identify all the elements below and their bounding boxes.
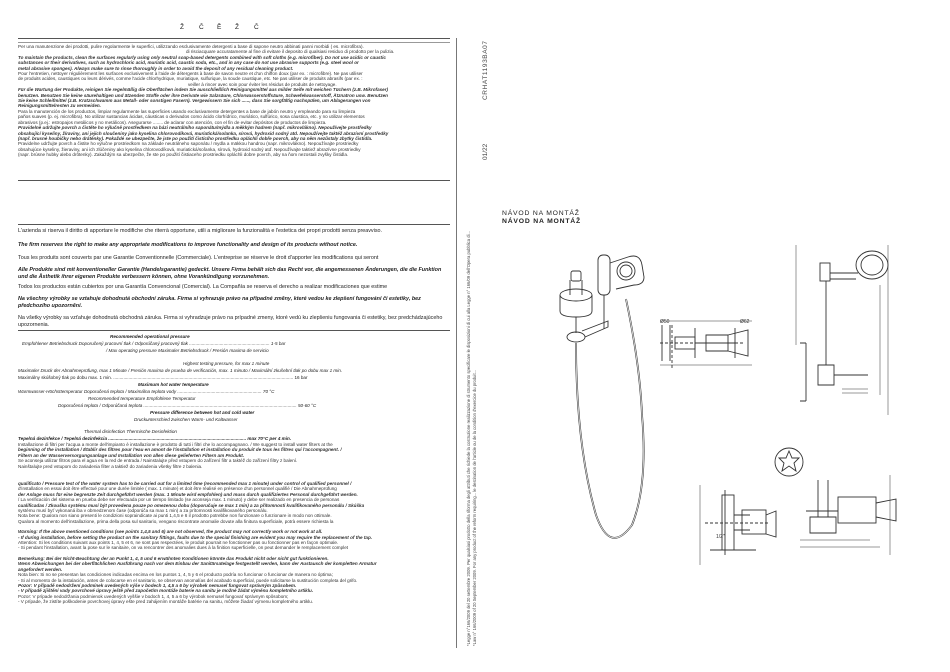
divider	[18, 224, 450, 225]
text-line: / La verificación del sistema en prueba debe ser efectuada por un tiempo limitado (se aconseja max. 1 minuto) y debe ser realizado en presencia de personas	[18, 497, 340, 503]
notice-it: L'azienda si riserva il diritto di apportare le modifiche che riterrà opportune, utili a migliorare la funzionalità e l'estetica dei propri prodotti senza preavviso.	[18, 228, 383, 234]
text-line: Qualora al momento dell'installazione, prima della posa sul sanitario, vengano riscontrate anomalie dovute alla finitura superficiale, potrà essere richiesta la	[18, 518, 334, 524]
text-line: (např. brusné houbičky nebo drátěnky). Pokaždé se ubezpečte, že jste po použití čisticího prostředku opláchli dobře povrch, aby na něm nezůstaly zbytky čistidla.	[18, 135, 373, 141]
text-line: - V prípade, že zistíte poškodenie povrchovej úpravy ešte pred zahájením montáže batérie na sanitu, môžete žiadať výmenu kompletného artiklu.	[18, 599, 314, 605]
text-line: To maintain the products, clean the surfaces regularly using only neutral soap-based detergents combined with soft cloths (e.g. microfiber). Do not use acidic or caustic	[18, 54, 386, 60]
text-line: qualificato / Pressure test of the water system has to be carried out for a limited time (recommended max 1 minute) under control of qualified personnel /	[18, 481, 352, 486]
text-line: - Si al momento de la instalación, antes de colocarse en el sanitario, se observan anomalías del acabado superficial, puede solicitarse la sustitución completa del grifo.	[18, 577, 358, 583]
maintenance-section	[18, 44, 450, 158]
divider	[18, 330, 450, 331]
divider	[18, 38, 450, 39]
notice-cs: Na všechny výrobky se vztahuje dohodnutá obchodní záruka. Firma si vyhrazuje právo na případné změny, které vedou ke zlepšení fungování či estetiky, bez předchozího upozornění.	[18, 296, 421, 309]
text-line: Se aconseja utilizar filtros para el agua en la red de entrada / Nainstalujte před vstupem do zařízení filtr a taktéž do zařízení filtry z balení.	[18, 458, 298, 464]
side-divider	[456, 38, 457, 648]
text-line: Pozor: V prípade nedodržania podmienok uvedených vyššie v bodoch 1, 4, 5 a 6 by výrobok nemusel fungovať správnym spôsobom;	[18, 593, 289, 599]
spec-row: Recommended operational pressure	[110, 334, 190, 339]
dimension-label: Ø50	[660, 319, 670, 325]
spec-row: Tepelná dezinfekce / Tepelná dezinfekcia ............................................................................................................ max 70°C per 4 min.	[18, 436, 292, 441]
text-line: der Anlage muss für eine begrenzte Zeit durchgeführt werden (max. 1 Minute wird empfohlen) und muss durch qualifiziertes Personal durchgeführt werden.	[18, 491, 358, 497]
doc-date: 01/22	[482, 143, 489, 160]
text-line: de produits acides, caustiques ou leurs dérivés, comme l'acide chlorhydrique, muriatique, sulfurique, la soude caustique, etc. Ne pas utiliser de produits abrasifs (par ex. :	[18, 76, 363, 82]
bottom-front-drawing	[700, 485, 776, 565]
notice-es: Todos los productos están cubiertos por una Garantía Convencional (Comercial). La Compañía se reserva el derecho a realizar modificaciones que estime	[18, 284, 388, 291]
text-line: Pour l'entretien, nettoyer régulièrement les surfaces exclusivement à l'aide de détergents à base de savon neutre et d'un chiffon doux (par ex. : microfibre). Ne pas utiliser	[18, 71, 363, 77]
spec-row: Maximaler Druck der Abnahmeprüfung, max 1 Minute / Presión maxima de prueba de verificación, max. 1 minuto / Maximální zkušební tlak po dobu max 1 min.	[18, 368, 343, 373]
front-view-drawing	[660, 321, 752, 370]
dimension-label: 1/2"	[716, 534, 725, 540]
text-line: - Si pendant l'installation, avant la pose sur le sanitaire, on va rencontrer des anomalies dues à la finition superficielle, on peut demander le remplacement complet	[18, 545, 349, 551]
spec-row: Warmwasser-Höchsttemperatur Doporučená teplota / Maximálna teplota vody .................................................................. 70 °C	[18, 389, 275, 394]
spec-row: Empfohlener Betriebsdruck Doporučený pracovní tlak / Odporúčaný pracovný tlak ............................................................... 1-5 bar	[22, 341, 286, 346]
spec-row: Maximum hot water temperature	[138, 382, 209, 387]
spec-row: Pressure difference between hot and cold water	[150, 410, 255, 415]
text-line: Para la manutención de los productos, limpiar regularmente las superficies usando exclusivamente detergentes a base de jabón neutro y empleando para su limpieza	[18, 108, 356, 114]
header-char: Č	[199, 24, 204, 31]
manual-title: NÁVOD NA MONTÁŽ	[502, 210, 580, 217]
text-line: substances or their derivatives, such as hydrochloric acid, muriatic acid, caustic soda, etc., and in any case do not use abrasive supports (e.g. steel wool or	[18, 60, 359, 66]
spec-row: Recommended temperature Empfohlene Temperatur	[88, 396, 196, 401]
text-line: abrasivos (p.ej.: estropajos metálicos y no metálicos). Asegurarse ........ de aclarar con atención, con el fin de evitar depósitos de productos de limpieza.	[18, 119, 327, 125]
text-line: veiller à rincer avec soin pour éviter les résidus de produits de nettoyage.	[188, 81, 337, 87]
spec-row: Doporučená teplota / Odporúčaná teplota ........................................................................................................................ 50-60 °C	[58, 403, 317, 408]
spec-row: Druckunterschied zwischen Warm- und Kaltwasser	[134, 417, 238, 422]
text-line: obsahující kyseliny, žíraviny, ani jejich sloučeniny jako kyselina chlorovodíková, muriatická/solanka, sírová, hydroxid sodný atd. Nepoužívejte taktéž abrazivní prostředky	[18, 130, 389, 136]
text-line: Reinigungsmittelresten zu vermeiden.	[18, 103, 101, 109]
text-line: paños suaves (p. ej. microfibra). No utilizar sustancias ácidas, cáusticas o derivados como ácido clorhídrico, muriático, sulfúrico, sosa cáustica, etc. y no utilizar elementos	[18, 114, 365, 120]
text-line: angefordert werden.	[18, 566, 63, 572]
text-line: cualificadas / Zkouška systému musí být provedena pouze po omezenou dobu (doporučuje se max 1 min) a za přítomnosti kvalifikovaného personálu / Skúška	[18, 502, 365, 508]
text-line: d'installation en essai doit être effectué pour une durée limitée ( max. 1 minute) et doit être réalisé en présence d'un personnel qualifié / Die Abnahmeprüfung	[18, 486, 337, 492]
notice-section	[18, 228, 448, 331]
spec-row: Highest testing pressure, for max 1 minute	[183, 361, 270, 366]
notice-de: Alle Produkte sind mit konventioneller Garantie (Handelsgarantie) gedeckt. Unsere Firma behält sich das Recht vor, die angemessenen Änderungen, die die Funktion und die Ästhetik ihrer eigenen Produkte verbessern können, ohne Vorankündigung vorzunehmen.	[18, 267, 442, 280]
header-char: Č	[254, 24, 259, 31]
header-char: Ě	[217, 24, 222, 31]
divider	[18, 42, 450, 43]
text-line: Nainštalujte pred vstupom do zariadenia filter a taktiež do zariadenia všetky filtre z balenia.	[18, 463, 203, 469]
text-line: obsahujúce kyseliny, žieraviny, ani ich zlúčeniny ako kyselina chlorovodíková, muriatická/soľanka, sírová, hydroxid sodný atď. Nepoužívajte taktiež abrazívne prostriedky	[18, 146, 361, 152]
warranty-section	[18, 481, 450, 605]
header-char: Ž	[235, 24, 240, 31]
valve-perspective	[560, 255, 644, 538]
text-line: Installazione di filtri per l'acqua a monte dell'impianto è installazione è prodotto di tutti i filtri che lo accompagnano. / We suggest to install water filters at the	[18, 442, 333, 447]
spec-row: / Max operating pressure Maximaler Betriebsdruck / Presión maxima de servicio	[106, 348, 269, 353]
notice-en: The firm reserves the right to make any appropriate modifications to improve functionality and design of its products without notice.	[18, 242, 358, 249]
text-line: - V případě zjištění vady povrchové úpravy ještě před započetím montáže baterie na sanitu je možné žádat výměnu kompletního artiklu.	[18, 588, 314, 594]
text-line: Pravidelne udržujte povrch a čistite ho výlučne prostriedkom na základe neutrálneho saponátu / mydla a mäkkou handrou (napr. mikrovlákno). Nepoužívajte prostriedky	[18, 141, 359, 147]
text-line: Wenn Abweichungen bei der oberflächlichen Ausführung nach vor dem Einbau der Sanitärsatelage festgestellt werden, kann der Austausch der kompletten Armatur	[18, 561, 377, 567]
installation-diagram	[500, 225, 945, 665]
text-line: beginning of the installation / Établir des filtres pour l'eau en amont de l'installation et installation du produit de tous les filtres qui l'accompagnent. /	[18, 447, 342, 453]
text-line: Filtern an der Wasserversorgungsanlage und Installation von allen diese gelieferten Filtern am Produkt.	[18, 452, 245, 458]
connector-symbol-drawing	[775, 448, 803, 476]
text-line: Sie keine Schleifmittel (z.B. Kratzschwamm aus Metall- oder sonstigen Fasern). Vergewissern Sie sich ......, dass Sie sorgfältig nachspülen, um Ablagerungen von	[18, 98, 371, 104]
text-line: Per una manutenzione dei prodotti, pulire regolarmente le superfici, utilizzando esclusivamente detergenti a base di sapone neutro abbinati panni morbidi ( es. microfibra).	[18, 44, 364, 49]
text-line: systému musí byť vykonaná iba v obmedzenom čase (odporúča sa max 1 min) a za prítomnosti kvalifikovaného personálu.	[18, 508, 268, 514]
manual-title-bold: NÁVOD NA MONTÁŽ	[502, 218, 581, 225]
text-line: benutzen. Benutzen Sie keine säurehaltigen und ätzenden Stoffe oder ihre Derivate wie Salzsäure, Chlorwasserstoffsäure, Schwefelwasserstoff, Ätznatron usw. Benutzen	[18, 92, 388, 98]
text-line: di risciacquare accuratamente al fine di evitare il deposito di qualsiasi residuo di prodotto per la pulizia.	[186, 49, 395, 55]
bottom-side-drawing	[800, 475, 896, 555]
product-code: CRHAT1193BA07	[482, 40, 489, 100]
install-section	[18, 442, 450, 469]
spec-row: Maximálny skúšobný tlak po dobu max. 1 min. ............................................................................................................................................. 16 bar	[18, 375, 308, 380]
side-view-drawing	[796, 245, 888, 415]
text-line: Nota bene: Qualora non siano presenti le condizioni sopraindicate ai punti 1,4,5 e 6 il prodotto potrebbe non funzionare o funzionare in modo non ottimale.	[18, 513, 332, 519]
text-line: Pravidelně udržujte povrch a čistěte ho výlučně prostředkem na bázi neutrálního saponátu/mýdla a měkkým hadrem (např. mikrovlákno). Nepoužívejte prostředky	[18, 125, 372, 131]
text-line: Warning: If the above mentioned conditions (see points 1,4,5 and 6) are not observed, the product may not correctly work or not work at all.	[18, 529, 323, 535]
text-line: metal abrasive sponges). Always make sure to rinse thoroughly in order to avoid the deposit of any residual cleaning product.	[18, 65, 294, 71]
spec-row: Thermal disinfection Thermische Desinfektion	[84, 429, 177, 434]
text-line: (napr. brúsne hubky alebo drôtenky). Zakaždým sa ubezpečte, že ste po použití čistiaceho prostriedku opláchli dobre povrch, aby na ňom nezostali zvyšky čistidla.	[18, 152, 349, 158]
notice-fr: Tous les produits sont couverts par une Garantie Conventionnelle (Commerciale). L'entreprise se réserve le droit d'apporter les modifications qui seront	[18, 254, 379, 261]
dimension-label: Ø62	[740, 319, 750, 325]
header-char: Ž	[180, 24, 185, 31]
text-line: Bemerkung: Bei der Nicht-Beachtung der an Punkt 1, 4, 5 und 6 erwähnten Konditionen könnte das Produkt nicht oder nicht gut funktionieren.	[18, 555, 329, 561]
text-line: Attention: Si les conditions suivant aux points 1, 4, 5 et 6, ne sont pas respectées, le produit pourrait ne fonctionner pas ou fonctionner pas en façon optimale.	[18, 540, 339, 546]
text-line: - If during installation, before setting the product on the sanitary fittings, faults due to the special finishing are evident you may require the replacement of the tap.	[18, 534, 373, 540]
notice-sk: Na všetky výrobky sa vzťahuje dohodnutá obchodná záruka. Firma si vyhradzuje právo na prípadné zmeny, ktoré vedú ku zlepšeniu fungovania či estetiky, bez predchádzajúceho upozornenia.	[18, 315, 443, 328]
text-line: Für die Wartung der Produkte, reinigen Sie regelmäßig die Oberflächen indem Sie ausschließlich Reinigungsmittel aus milder Seife mit weichen Tüchern (z.B. Mikrofaser)	[18, 87, 389, 93]
text-line: Nota bien: Si no se presentan las condiciones indicadas encima en los puntos 1, 4, 5 y 6 el producto podría no funcionar o funcionar de manera no óptima;	[18, 572, 333, 578]
vertical-note: *Legge n°166/2009 del 20 settembre 2009. Per qualsiasi prodotto della riforma degli attributi che richiede la costruzione realizzazione di strumento specificare le disposizioni di cui alla Legge n° 166/09 dell'Opera pubblica di...	[466, 230, 471, 646]
vertical-note: *Law n° 166/2009 of 20 September 2009. For any product of the reform requiring... le destination de l'article ou de la condition d'exercice du produit...	[472, 369, 477, 646]
divider	[18, 180, 450, 181]
text-line: Pozor: V případě nedodržení podmínek uvedených výše v bodech 1, 4,5 a 6 by výrobek nemusel fungovat správným způsobem.	[18, 582, 297, 588]
specs-section	[18, 333, 450, 441]
